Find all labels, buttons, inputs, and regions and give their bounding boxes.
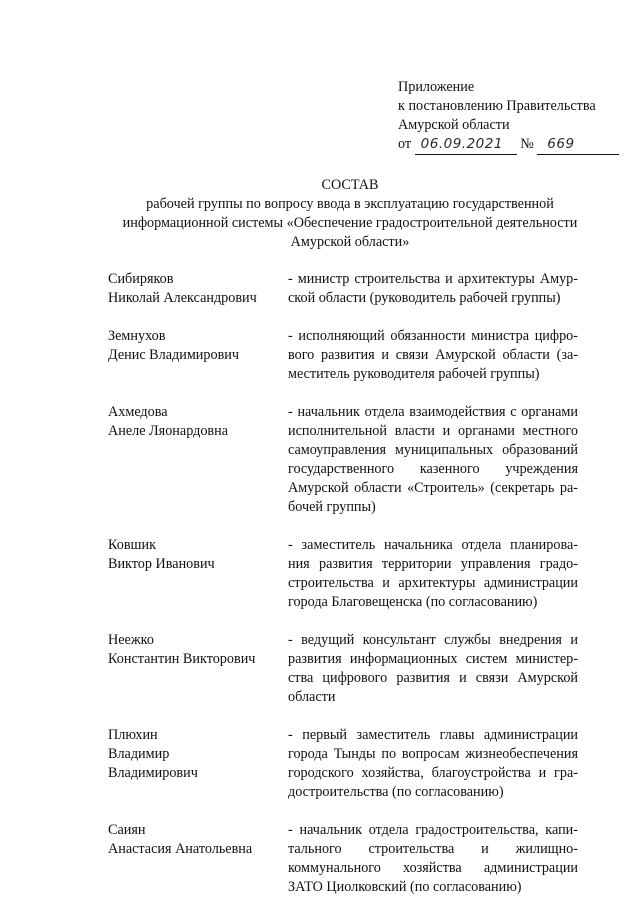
member-name-line: Сибиряков [108, 271, 174, 287]
member-entry [108, 270, 592, 308]
member-role [288, 403, 578, 517]
member-role-line: - начальник отдела градостроительства, капи- [288, 822, 578, 838]
member-name [108, 631, 288, 669]
member-name-line: Константин Викторович [108, 651, 256, 667]
order-number-handwritten: 669 [547, 136, 575, 152]
member-entry [108, 536, 592, 612]
member-name-line: Владимир [108, 746, 170, 762]
appendix-line-1: Приложение [398, 79, 475, 95]
member-name [108, 403, 288, 441]
order-number-field [537, 135, 619, 155]
order-date-handwritten: 06.09.2021 [420, 136, 503, 152]
member-name-line: Анастасия Анатольевна [108, 841, 253, 857]
number-label: № [520, 136, 534, 152]
member-role-line: развития информационных систем министер- [288, 651, 578, 667]
member-role-line: Амурской области «Строитель» (секретарь ра- [288, 480, 578, 496]
member-name-line: Виктор Иванович [108, 556, 215, 572]
member-name [108, 726, 288, 783]
member-role-line: - министр строительства и архитектуры Амур- [288, 271, 578, 287]
appendix-block [398, 78, 628, 155]
member-name-line: Земнухов [108, 328, 166, 344]
member-role [288, 631, 578, 707]
member-role [288, 327, 578, 384]
member-role-line: области [288, 689, 336, 705]
member-role-line: тального строительства и жилищно- [288, 841, 578, 857]
member-entry [108, 403, 592, 517]
member-role-line: - исполняющий обязанности министра цифро- [288, 328, 578, 344]
member-name-line: Анеле Ляонардовна [108, 423, 228, 439]
member-role-line: достроительства (по согласованию) [288, 784, 504, 800]
member-role-line: государственного казенного учреждения [288, 461, 578, 477]
member-name-line: Плюхин [108, 727, 158, 743]
heading-subtitle-1: рабочей группы по вопросу ввода в эксплуатацию государственной [146, 196, 554, 212]
member-name-line: Николай Александрович [108, 290, 257, 306]
member-entry [108, 631, 592, 707]
member-entry [108, 327, 592, 384]
member-name-line: Денис Владимирович [108, 347, 240, 363]
member-role-line: ства цифрового развития и связи Амурской [288, 670, 578, 686]
order-date-field [415, 135, 517, 155]
member-role [288, 821, 578, 897]
member-name [108, 327, 288, 365]
member-role [288, 270, 578, 308]
member-name-line: Неежко [108, 632, 154, 648]
member-name [108, 821, 288, 859]
member-role-line: коммунального хозяйства администрации [288, 860, 578, 876]
member-role-line: города Тынды по вопросам жизнеобеспечения [288, 746, 578, 762]
member-role-line: - начальник отдела взаимодействия с органами [288, 404, 578, 420]
member-role-line: меститель руководителя рабочей группы) [288, 366, 540, 382]
member-role [288, 536, 578, 612]
member-name-line: Саиян [108, 822, 146, 838]
member-entry [108, 726, 592, 802]
member-role-line: - первый заместитель главы администрации [288, 727, 578, 743]
member-role-line: города Благовещенска (по согласованию) [288, 594, 538, 610]
member-role-line: самоуправления муниципальных образований [288, 442, 578, 458]
member-role-line: исполнительной власти и органами местного [288, 423, 578, 439]
member-role-line: бочей группы) [288, 499, 376, 515]
heading-subtitle-2: информационной системы «Обеспечение градостроительной деятельности [122, 215, 578, 231]
member-role-line: городского хозяйства, благоустройства и гра- [288, 765, 578, 781]
member-name [108, 270, 288, 308]
heading-subtitle-3: Амурской области» [290, 234, 410, 250]
members-list [108, 270, 592, 916]
appendix-line-2: к постановлению Правительства [398, 98, 596, 114]
document-title: СОСТАВ [321, 177, 379, 193]
member-name-line: Ковшик [108, 537, 156, 553]
member-entry [108, 821, 592, 897]
member-role-line: ЗАТО Циолковский (по согласованию) [288, 879, 522, 895]
member-role-line: строительства и архитектуры администрации [288, 575, 578, 591]
order-line [398, 135, 628, 155]
member-role-line: ния развития территории управления градо- [288, 556, 578, 572]
member-name [108, 536, 288, 574]
member-role-line: вого развития и связи Амурской области (за- [288, 347, 578, 363]
member-name-line: Владимирович [108, 765, 198, 781]
member-role [288, 726, 578, 802]
member-role-line: ской области (руководитель рабочей группы) [288, 290, 561, 306]
from-label: от [398, 136, 412, 152]
member-role-line: - ведущий консультант службы внедрения и [288, 632, 578, 648]
member-role-line: - заместитель начальника отдела планирова- [288, 537, 578, 553]
appendix-line-3: Амурской области [398, 117, 510, 133]
member-name-line: Ахмедова [108, 404, 168, 420]
document-heading [110, 176, 590, 252]
